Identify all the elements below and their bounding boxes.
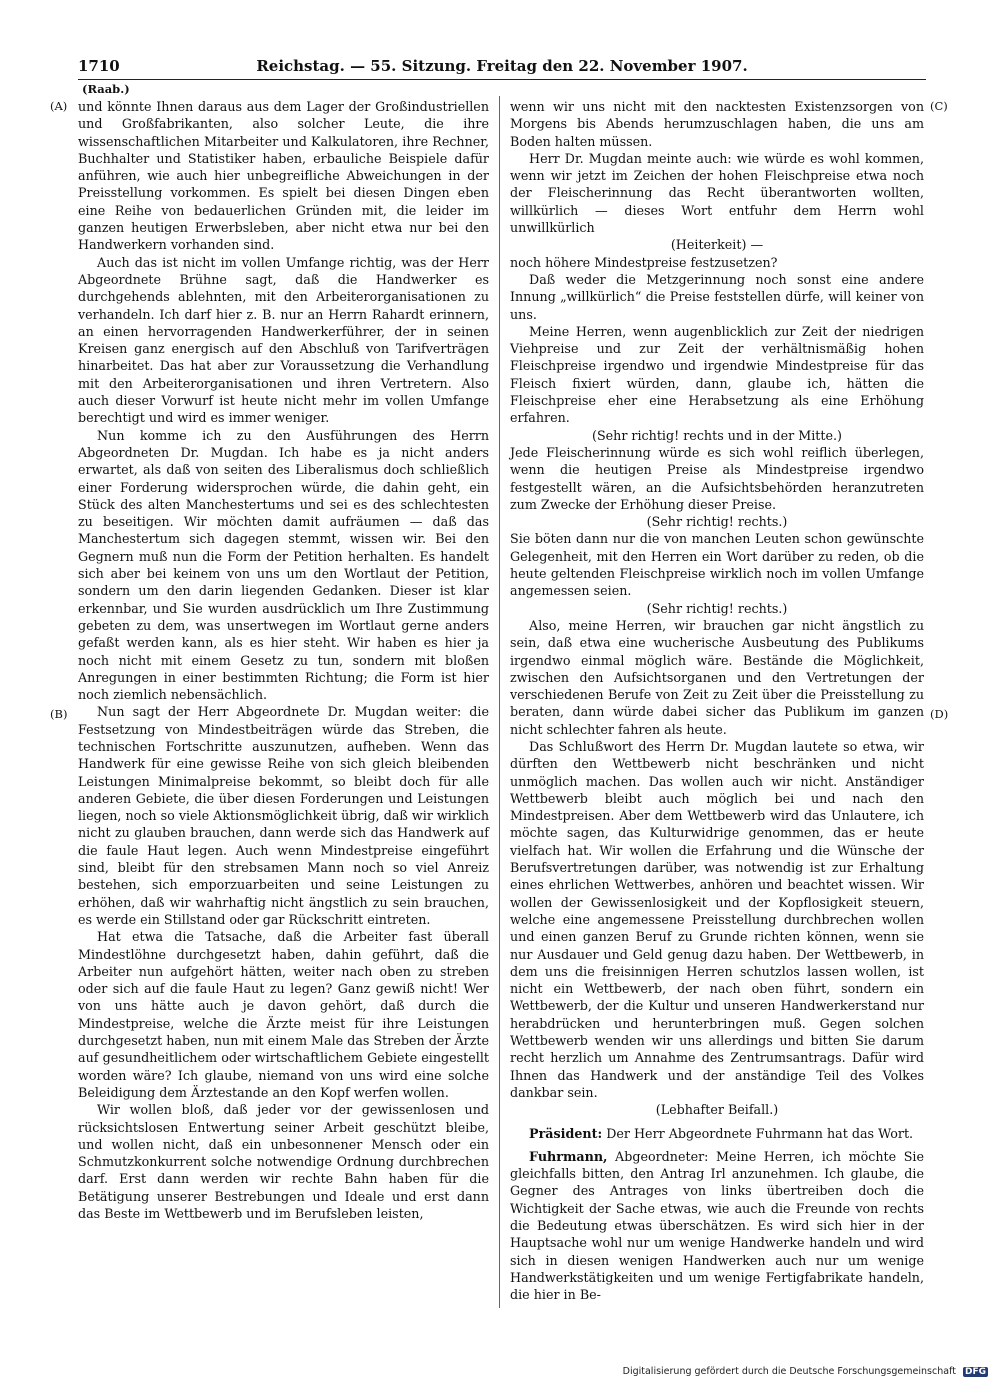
reaction-note: (Lebhafter Beifall.) (655, 1102, 779, 1118)
paragraph: Nun sagt der Herr Abgeordnete Dr. Mugdan weiter: die Festsetzung von Mindestbeiträgen würde das Streben, die technischen Fortschritte auszunutzen, aufheben. Wenn das Handwerk für eine gewisse Reihe von sich gleich bleibenden Leistungen Minimalpreise bekommt, so bleibt doch für alle anderen Gebiete, die über diesen Forderungen und Leistungen liegen, noch so viele Aktionsmöglichkeit übrig, daß wir wirklich nicht zu glauben brauchen, dann werde sich das Handwerk auf die faule Haut legen. Auch wenn Mindestpreise eingeführt sind, bleibt für den strebsamen Mann noch so viel Anreiz bestehen, sich emporzuarbeiten und seine Leistungen zu erhöhen, daß wir wahrhaftig nicht ängstlich zu sein brauchen, es werde ein Stillstand oder gar Rückschritt eintreten. (78, 704, 489, 927)
right-column (510, 98, 924, 1303)
speaker-tag: (Raab.) (82, 82, 130, 96)
margin-marker-d: (D) (930, 707, 949, 721)
footer (568, 1366, 988, 1377)
margin-marker-b: (B) (50, 707, 68, 721)
paragraph-text: Abgeordneter: Meine Herren, ich möchte Sie gleichfalls bitten, den Antrag Irl anzunehmen. Ich glaube, die Gegner des Antrages von links übertreiben doch die Wichtigkeit der Sache etwas, wie auch die Freunde von rechts die Bedeutung etwas überschätzen. Es wird sich hier in der Hauptsache wohl nur um wenige Handwerke handeln und wird sich in diesen wenigen Handwerken auch nur um wenige Handwerkstätigkeiten und um wenige Fertigfabrikate handeln, die hier in Be- (510, 1148, 924, 1303)
paragraph: Auch das ist nicht im vollen Umfange richtig, was der Herr Abgeordnete Brühne sagt, daß die Handwerker es durchgehends ablehnten, mit den Arbeiterorganisationen zu verhandeln. Ich darf hier z. B. nur an Herrn Rahardt erinnern, an einen hervorragenden Handwerkerführer, der in seinen Kreisen ganz energisch auf den Abschluß von Tarifverträgen hinarbeitet. Das hat aber zur Voraussetzung die Verhandlung mit den Arbeiterorganisationen und ihren Vertretern. Also auch dieser Vorwurf ist heute nicht mehr im vollen Umfange berechtigt und wird es immer weniger. (78, 254, 489, 426)
header-rule (78, 79, 926, 80)
paragraph: wenn wir uns nicht mit den nacktesten Existenzsorgen von Morgens bis Abends herumzuschlagen haben, die uns am Boden halten müssen. (510, 99, 924, 149)
running-head-title: Reichstag. — 55. Sitzung. Freitag den 22. November 1907. (256, 57, 748, 75)
paragraph: Jede Fleischerinnung würde es sich wohl reiflich überlegen, wenn die heutigen Preise als Mindestpreise irgendwo festgestellt wären, an die Aufsichtsbehörden heranzutreten zum Zwecke der Erhöhung dieser Preise. (510, 444, 924, 512)
speaker-name: Präsident: (529, 1125, 603, 1141)
reaction-note: (Heiterkeit) — (670, 237, 764, 253)
paragraph: Sie böten dann nur die von manchen Leuten schon gewünschte Gelegenheit, mit den Herren ein Wort darüber zu reden, ob die heute geltenden Fleischpreise wirklich noch im vollen Umfange angemessen seien. (510, 531, 924, 599)
margin-marker-a: (A) (50, 99, 68, 113)
dfg-logo-icon: DFG (964, 1367, 986, 1377)
speaker-name: Fuhrmann, (529, 1148, 608, 1164)
paragraph: Wir wollen bloß, daß jeder vor der gewissenlosen und rücksichtslosen Entwertung seiner Arbeit geschützt bleibe, und wollen nicht, daß ein unbesonnener Mensch oder ein Schmutzkonkurrent solche notwendige Ordnung durchbrechen darf. Erst dann werden wir rechte Bahn haben für die Betätigung unserer Bestrebungen und Ideale und erst dann das Beste im Wettbewerb und im Berufsleben leisten, (78, 1102, 489, 1221)
paragraph: Daß weder die Metzgerinnung noch sonst eine andere Innung „willkürlich“ die Preise feststellen dürfe, will keiner von uns. (510, 271, 924, 322)
paragraph: Hat etwa die Tatsache, daß die Arbeiter fast überall Mindestlöhne durchgesetzt haben, dahin geführt, daß die Arbeiter nun aufgehört hätten, weiter nach oben zu streben oder sich auf die faule Haut zu legen? Ganz gewiß nicht! Wer von uns hätte auch je davon gehört, daß durch die Mindestpreise, welche die Ärzte meist für ihre Leistungen durchgesetzt haben, nun mit einem Male das Streben der Ärzte auf gesundheitlichem oder wirtschaftlichem Gebiete eingestellt worden wäre? Ich glaube, niemand von uns wird eine solche Beleidigung dem Ärztestande an den Kopf werfen wollen. (78, 929, 489, 1100)
president-paragraph (510, 1125, 924, 1142)
reaction-note: (Sehr richtig! rechts.) (646, 600, 788, 616)
reaction-note: (Sehr richtig! rechts.) (646, 514, 788, 530)
paragraph: Also, meine Herren, wir brauchen gar nicht ängstlich zu sein, daß etwa eine wucherische Ausbeutung des Publikums irgendwo einmal möglich wäre. Bestände die Möglichkeit, zwischen den Aufsichtsorganen und den Vertretungen der verschiedenen Berufe von Zeit zu Zeit über die Preisstellung zu beraten, dann würde dabei sicher das Publikum im ganzen nicht schlechter fahren als heute. (510, 617, 924, 737)
reaction-note: (Sehr richtig! rechts und in der Mitte.) (592, 427, 842, 443)
page-number: 1710 (78, 57, 120, 75)
margin-marker-c: (C) (930, 99, 948, 113)
speech-paragraph (510, 1148, 924, 1304)
left-column (78, 98, 489, 1222)
paragraph: Nun komme ich zu den Ausführungen des Herrn Abgeordneten Dr. Mugdan. Ich habe es ja nicht anders erwartet, als daß von seiten des Liberalismus doch schließlich einer Forderung widersprochen würde, die dahin geht, ein Stück des alten Manchestertums und sei es des schlechtesten zu beseitigen. Wir möchten damit aufräumen — daß das Manchestertum sich dagegen stemmt, wissen wir. Bei den Gegnern muß nun die Form der Petition herhalten. Es handelt sich aber bei keinem von uns um den Wortlaut der Petition, sondern um den darin liegenden Gedanken. Dieser ist klar erkennbar, und Sie wurden ausdrücklich um Ihre Zustimmung gebeten zu dem, was unsertwegen im Wortlaut gerne anders gefaßt werden kann, als es hier steht. Wir haben es hier ja noch nicht mit einem Gesetz zu tun, sondern mit bloßen Anregungen in einer bestimmten Richtung; die Form ist hier noch ziemlich nebensächlich. (78, 427, 489, 703)
paragraph: Meine Herren, wenn augenblicklich zur Zeit der niedrigen Viehpreise und zur Zeit der verhältnismäßig hohen Fleischpreise irgendwo und irgendwie Mindestpreise für das Fleisch fixiert würden, dann, glaube ich, hätten die Fleischpreise eher eine Herabsetzung als eine Erhöhung erfahren. (510, 323, 924, 426)
footer-credit: Digitalisierung gefördert durch die Deutsche Forschungsgemeinschaft (622, 1366, 956, 1377)
running-header (78, 54, 926, 78)
paragraph: Das Schlußwort des Herrn Dr. Mugdan lautete so etwa, wir dürften den Wettbewerb nicht beschränken und nicht unmöglich machen. Das wollen auch wir nicht. Anständiger Wettbewerb bleibt auch möglich bei und nach den Mindestpreisen. Aber dem Wettbewerb wird das Unlautere, ich möchte sagen, das Kulturwidrige genommen, das er heute vielfach hat. Wir wollen die Erfahrung und die Wünsche der Berufsvertretungen darüber, was notwendig ist zur Erhaltung eines ehrlichen Wettwerbes, anhören und beachtet wissen. Wir wollen der Gewissenlosigkeit und der Kopflosigkeit steuern, welche eine angemessene Preisstellung durchbrechen wollen und einen ganzen Beruf zu Grunde richten können, wenn sie nur Ausdauer und Geld genug dazu haben. Der Wettbewerb, in dem uns die freisinnigen Herren schutzlos lassen wollen, ist nicht ein Wettbewerb, der nach oben führt, sondern ein Wettbewerb, der die Kultur und unseren Handwerkerstand nur herabdrücken und herunterbringen muß. Gegen solchen Wettbewerb wenden wir uns allerdings und bitten Sie darum recht herzlich um Annahme des Zentrumsantrags. Dafür wird Ihnen das Handwerk und der anständige Teil des Volkes dankbar sein. (510, 738, 924, 1100)
paragraph: noch höhere Mindestpreise festzusetzen? (510, 254, 778, 270)
paragraph: Herr Dr. Mugdan meinte auch: wie würde es wohl kommen, wenn wir jetzt im Zeichen der hohen Fleischpreise etwa noch der Fleischerinnung das Recht überantworten wollten, willkürlich — dieses Wort entfuhr dem Herrn wohl unwillkürlich (510, 150, 924, 236)
paragraph-text: Der Herr Abgeordnete Fuhrmann hat das Wort. (606, 1125, 914, 1141)
paragraph: und könnte Ihnen daraus aus dem Lager der Großindustriellen und Großfabrikanten, also solcher Leute, die ihre wissenschaftlichen Mitarbeiter und Kalkulatoren, ihre Rechner, Buchhalter und Statistiker haben, erbauliche Beispiele dafür anführen, wie auch hier unbegreifliche Abweichungen in der Preisstellung vorkommen. Es spielt bei diesen Dingen eben eine Reihe von bedauerlichen Gründen mit, die leider im ganzen heutigen Erwerbsleben, aber nicht etwa nur bei den Handwerkern vorhanden sind. (78, 99, 489, 253)
column-divider (499, 96, 500, 1308)
